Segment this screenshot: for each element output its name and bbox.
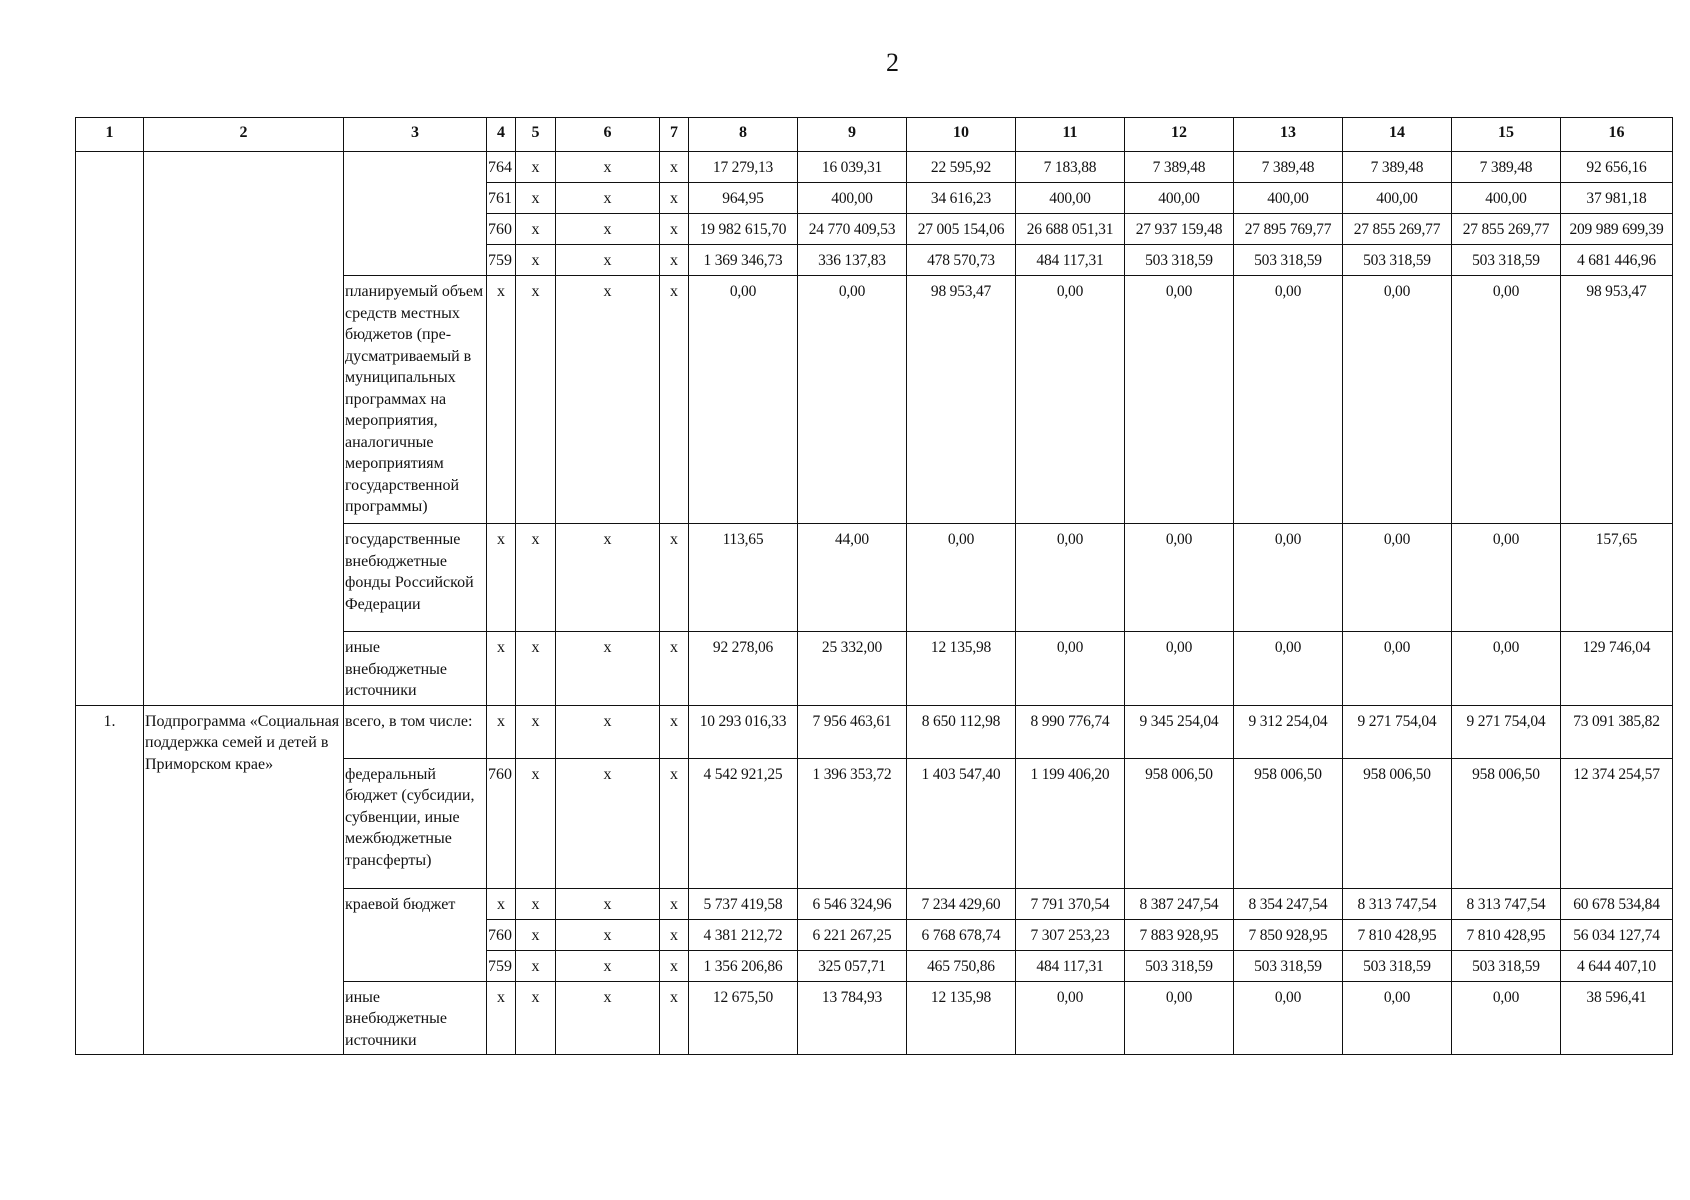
value-cell: 98 953,47 <box>1561 276 1673 524</box>
value-cell: 7 810 428,95 <box>1343 919 1452 950</box>
code-cell: 760 <box>487 214 516 245</box>
value-cell: 503 318,59 <box>1452 950 1561 981</box>
value-cell: 8 387 247,54 <box>1125 888 1234 919</box>
col6-cell: х <box>556 632 660 706</box>
col6-cell: х <box>556 705 660 758</box>
value-cell: 0,00 <box>1016 632 1125 706</box>
value-cell: 0,00 <box>1234 276 1343 524</box>
col5-cell: х <box>516 152 556 183</box>
source-cell: краевой бюджет <box>344 888 487 981</box>
code-cell: х <box>487 981 516 1055</box>
value-cell: 0,00 <box>1452 276 1561 524</box>
value-cell: 27 855 269,77 <box>1343 214 1452 245</box>
col7-cell: х <box>660 705 689 758</box>
column-header: 4 <box>487 118 516 152</box>
column-header: 13 <box>1234 118 1343 152</box>
value-cell: 7 956 463,61 <box>798 705 907 758</box>
value-cell: 12 135,98 <box>907 632 1016 706</box>
value-cell: 8 313 747,54 <box>1452 888 1561 919</box>
source-cell <box>344 152 487 276</box>
value-cell: 12 675,50 <box>689 981 798 1055</box>
col7-cell: х <box>660 245 689 276</box>
col7-cell: х <box>660 524 689 632</box>
budget-table <box>75 117 1673 1055</box>
value-cell: 0,00 <box>1343 981 1452 1055</box>
value-cell: 98 953,47 <box>907 276 1016 524</box>
source-cell: иные внебюджетные источники <box>344 981 487 1055</box>
source-cell: государственные внебюджетные фонды Российской Федерации <box>344 524 487 632</box>
col7-cell: х <box>660 888 689 919</box>
value-cell: 4 681 446,96 <box>1561 245 1673 276</box>
value-cell: 0,00 <box>1125 981 1234 1055</box>
code-cell: х <box>487 705 516 758</box>
value-cell: 0,00 <box>689 276 798 524</box>
value-cell: 12 135,98 <box>907 981 1016 1055</box>
column-header: 9 <box>798 118 907 152</box>
col5-cell: х <box>516 632 556 706</box>
value-cell: 9 271 754,04 <box>1343 705 1452 758</box>
value-cell: 1 396 353,72 <box>798 758 907 888</box>
value-cell: 7 883 928,95 <box>1125 919 1234 950</box>
code-cell: 761 <box>487 183 516 214</box>
subprogram-number: 1. <box>76 705 144 1055</box>
col5-cell: х <box>516 183 556 214</box>
value-cell: 503 318,59 <box>1125 245 1234 276</box>
col5-cell: х <box>516 888 556 919</box>
value-cell: 8 313 747,54 <box>1343 888 1452 919</box>
code-cell: х <box>487 632 516 706</box>
value-cell: 1 403 547,40 <box>907 758 1016 888</box>
table-row <box>76 152 1673 183</box>
value-cell: 0,00 <box>1016 981 1125 1055</box>
col7-cell: х <box>660 919 689 950</box>
value-cell: 17 279,13 <box>689 152 798 183</box>
column-header: 1 <box>76 118 144 152</box>
value-cell: 6 768 678,74 <box>907 919 1016 950</box>
value-cell: 27 005 154,06 <box>907 214 1016 245</box>
col5-cell: х <box>516 276 556 524</box>
value-cell: 34 616,23 <box>907 183 1016 214</box>
value-cell: 503 318,59 <box>1343 245 1452 276</box>
code-cell: х <box>487 276 516 524</box>
value-cell: 484 117,31 <box>1016 950 1125 981</box>
col7-cell: х <box>660 981 689 1055</box>
value-cell: 7 389,48 <box>1343 152 1452 183</box>
value-cell: 7 307 253,23 <box>1016 919 1125 950</box>
value-cell: 37 981,18 <box>1561 183 1673 214</box>
col6-cell: х <box>556 183 660 214</box>
col6-cell: х <box>556 524 660 632</box>
value-cell: 7 389,48 <box>1452 152 1561 183</box>
value-cell: 400,00 <box>798 183 907 214</box>
value-cell: 10 293 016,33 <box>689 705 798 758</box>
col7-cell: х <box>660 152 689 183</box>
value-cell: 60 678 534,84 <box>1561 888 1673 919</box>
source-cell: федеральный бюджет (субсидии, субвенции, иные межбюджетные трансферты) <box>344 758 487 888</box>
value-cell: 22 595,92 <box>907 152 1016 183</box>
value-cell: 8 990 776,74 <box>1016 705 1125 758</box>
table-row <box>76 705 1673 758</box>
code-cell: х <box>487 888 516 919</box>
column-header: 6 <box>556 118 660 152</box>
col6-cell: х <box>556 276 660 524</box>
col6-cell: х <box>556 245 660 276</box>
value-cell: 1 369 346,73 <box>689 245 798 276</box>
value-cell: 503 318,59 <box>1234 950 1343 981</box>
column-header: 10 <box>907 118 1016 152</box>
value-cell: 7 810 428,95 <box>1452 919 1561 950</box>
value-cell: 964,95 <box>689 183 798 214</box>
col6-cell: х <box>556 152 660 183</box>
value-cell: 0,00 <box>1234 632 1343 706</box>
value-cell: 0,00 <box>1234 524 1343 632</box>
col7-cell: х <box>660 276 689 524</box>
value-cell: 0,00 <box>1016 524 1125 632</box>
value-cell: 400,00 <box>1452 183 1561 214</box>
column-header: 15 <box>1452 118 1561 152</box>
column-header: 3 <box>344 118 487 152</box>
value-cell: 503 318,59 <box>1343 950 1452 981</box>
value-cell: 958 006,50 <box>1452 758 1561 888</box>
value-cell: 26 688 051,31 <box>1016 214 1125 245</box>
value-cell: 25 332,00 <box>798 632 907 706</box>
value-cell: 19 982 615,70 <box>689 214 798 245</box>
value-cell: 0,00 <box>1125 524 1234 632</box>
value-cell: 24 770 409,53 <box>798 214 907 245</box>
value-cell: 157,65 <box>1561 524 1673 632</box>
value-cell: 92 278,06 <box>689 632 798 706</box>
value-cell: 5 737 419,58 <box>689 888 798 919</box>
value-cell: 13 784,93 <box>798 981 907 1055</box>
value-cell: 465 750,86 <box>907 950 1016 981</box>
value-cell: 4 542 921,25 <box>689 758 798 888</box>
value-cell: 8 354 247,54 <box>1234 888 1343 919</box>
value-cell: 0,00 <box>1125 276 1234 524</box>
value-cell: 12 374 254,57 <box>1561 758 1673 888</box>
value-cell: 503 318,59 <box>1452 245 1561 276</box>
value-cell: 484 117,31 <box>1016 245 1125 276</box>
value-cell: 0,00 <box>798 276 907 524</box>
col5-cell: х <box>516 524 556 632</box>
column-header: 8 <box>689 118 798 152</box>
value-cell: 0,00 <box>1234 981 1343 1055</box>
value-cell: 9 312 254,04 <box>1234 705 1343 758</box>
value-cell: 0,00 <box>1452 524 1561 632</box>
col5-cell: х <box>516 705 556 758</box>
value-cell: 9 271 754,04 <box>1452 705 1561 758</box>
value-cell: 38 596,41 <box>1561 981 1673 1055</box>
value-cell: 44,00 <box>798 524 907 632</box>
value-cell: 7 850 928,95 <box>1234 919 1343 950</box>
col5-cell: х <box>516 758 556 888</box>
col5-cell: х <box>516 214 556 245</box>
column-header: 2 <box>144 118 344 152</box>
value-cell: 336 137,83 <box>798 245 907 276</box>
col6-cell: х <box>556 888 660 919</box>
value-cell: 27 855 269,77 <box>1452 214 1561 245</box>
value-cell: 7 389,48 <box>1234 152 1343 183</box>
value-cell: 4 644 407,10 <box>1561 950 1673 981</box>
value-cell: 478 570,73 <box>907 245 1016 276</box>
value-cell: 129 746,04 <box>1561 632 1673 706</box>
col5-cell: х <box>516 245 556 276</box>
code-cell: 759 <box>487 245 516 276</box>
row-number-cell <box>76 152 144 706</box>
col5-cell: х <box>516 981 556 1055</box>
value-cell: 73 091 385,82 <box>1561 705 1673 758</box>
value-cell: 958 006,50 <box>1234 758 1343 888</box>
source-cell: всего, в том числе: <box>344 705 487 758</box>
value-cell: 325 057,71 <box>798 950 907 981</box>
code-cell: 760 <box>487 919 516 950</box>
col7-cell: х <box>660 183 689 214</box>
value-cell: 0,00 <box>1452 981 1561 1055</box>
col6-cell: х <box>556 950 660 981</box>
value-cell: 0,00 <box>1016 276 1125 524</box>
value-cell: 56 034 127,74 <box>1561 919 1673 950</box>
col7-cell: х <box>660 214 689 245</box>
table-body <box>76 152 1673 1055</box>
value-cell: 4 381 212,72 <box>689 919 798 950</box>
value-cell: 503 318,59 <box>1125 950 1234 981</box>
value-cell: 0,00 <box>1343 276 1452 524</box>
value-cell: 27 895 769,77 <box>1234 214 1343 245</box>
value-cell: 1 199 406,20 <box>1016 758 1125 888</box>
value-cell: 400,00 <box>1234 183 1343 214</box>
value-cell: 400,00 <box>1016 183 1125 214</box>
value-cell: 503 318,59 <box>1234 245 1343 276</box>
column-header: 7 <box>660 118 689 152</box>
column-header: 5 <box>516 118 556 152</box>
subprogram-name: Подпрограмма «Социальная поддержка семей и детей в Приморском крае» <box>144 705 344 1055</box>
col5-cell: х <box>516 950 556 981</box>
column-header: 11 <box>1016 118 1125 152</box>
value-cell: 209 989 699,39 <box>1561 214 1673 245</box>
value-cell: 113,65 <box>689 524 798 632</box>
header-row <box>76 118 1673 152</box>
code-cell: 759 <box>487 950 516 981</box>
column-header: 16 <box>1561 118 1673 152</box>
value-cell: 6 546 324,96 <box>798 888 907 919</box>
value-cell: 7 389,48 <box>1125 152 1234 183</box>
page-number: 2 <box>886 48 899 77</box>
value-cell: 0,00 <box>1452 632 1561 706</box>
code-cell: 764 <box>487 152 516 183</box>
value-cell: 1 356 206,86 <box>689 950 798 981</box>
value-cell: 92 656,16 <box>1561 152 1673 183</box>
col6-cell: х <box>556 981 660 1055</box>
source-cell: планируемый объем средств местных бюджетов (пре-дусматриваемый в муниципальных программах на мероприятия, аналогичные мероприятиям государственной программы) <box>344 276 487 524</box>
value-cell: 7 234 429,60 <box>907 888 1016 919</box>
value-cell: 6 221 267,25 <box>798 919 907 950</box>
value-cell: 0,00 <box>1343 632 1452 706</box>
col5-cell: х <box>516 919 556 950</box>
col6-cell: х <box>556 919 660 950</box>
value-cell: 958 006,50 <box>1343 758 1452 888</box>
value-cell: 958 006,50 <box>1125 758 1234 888</box>
value-cell: 7 791 370,54 <box>1016 888 1125 919</box>
value-cell: 400,00 <box>1125 183 1234 214</box>
code-cell: 760 <box>487 758 516 888</box>
value-cell: 27 937 159,48 <box>1125 214 1234 245</box>
code-cell: х <box>487 524 516 632</box>
value-cell: 8 650 112,98 <box>907 705 1016 758</box>
value-cell: 400,00 <box>1343 183 1452 214</box>
source-cell: иные внебюджетные источники <box>344 632 487 706</box>
column-header: 12 <box>1125 118 1234 152</box>
column-header: 14 <box>1343 118 1452 152</box>
program-name-cell <box>144 152 344 706</box>
col6-cell: х <box>556 214 660 245</box>
col6-cell: х <box>556 758 660 888</box>
value-cell: 0,00 <box>907 524 1016 632</box>
value-cell: 9 345 254,04 <box>1125 705 1234 758</box>
value-cell: 16 039,31 <box>798 152 907 183</box>
col7-cell: х <box>660 758 689 888</box>
value-cell: 0,00 <box>1125 632 1234 706</box>
col7-cell: х <box>660 950 689 981</box>
value-cell: 7 183,88 <box>1016 152 1125 183</box>
value-cell: 0,00 <box>1343 524 1452 632</box>
col7-cell: х <box>660 632 689 706</box>
